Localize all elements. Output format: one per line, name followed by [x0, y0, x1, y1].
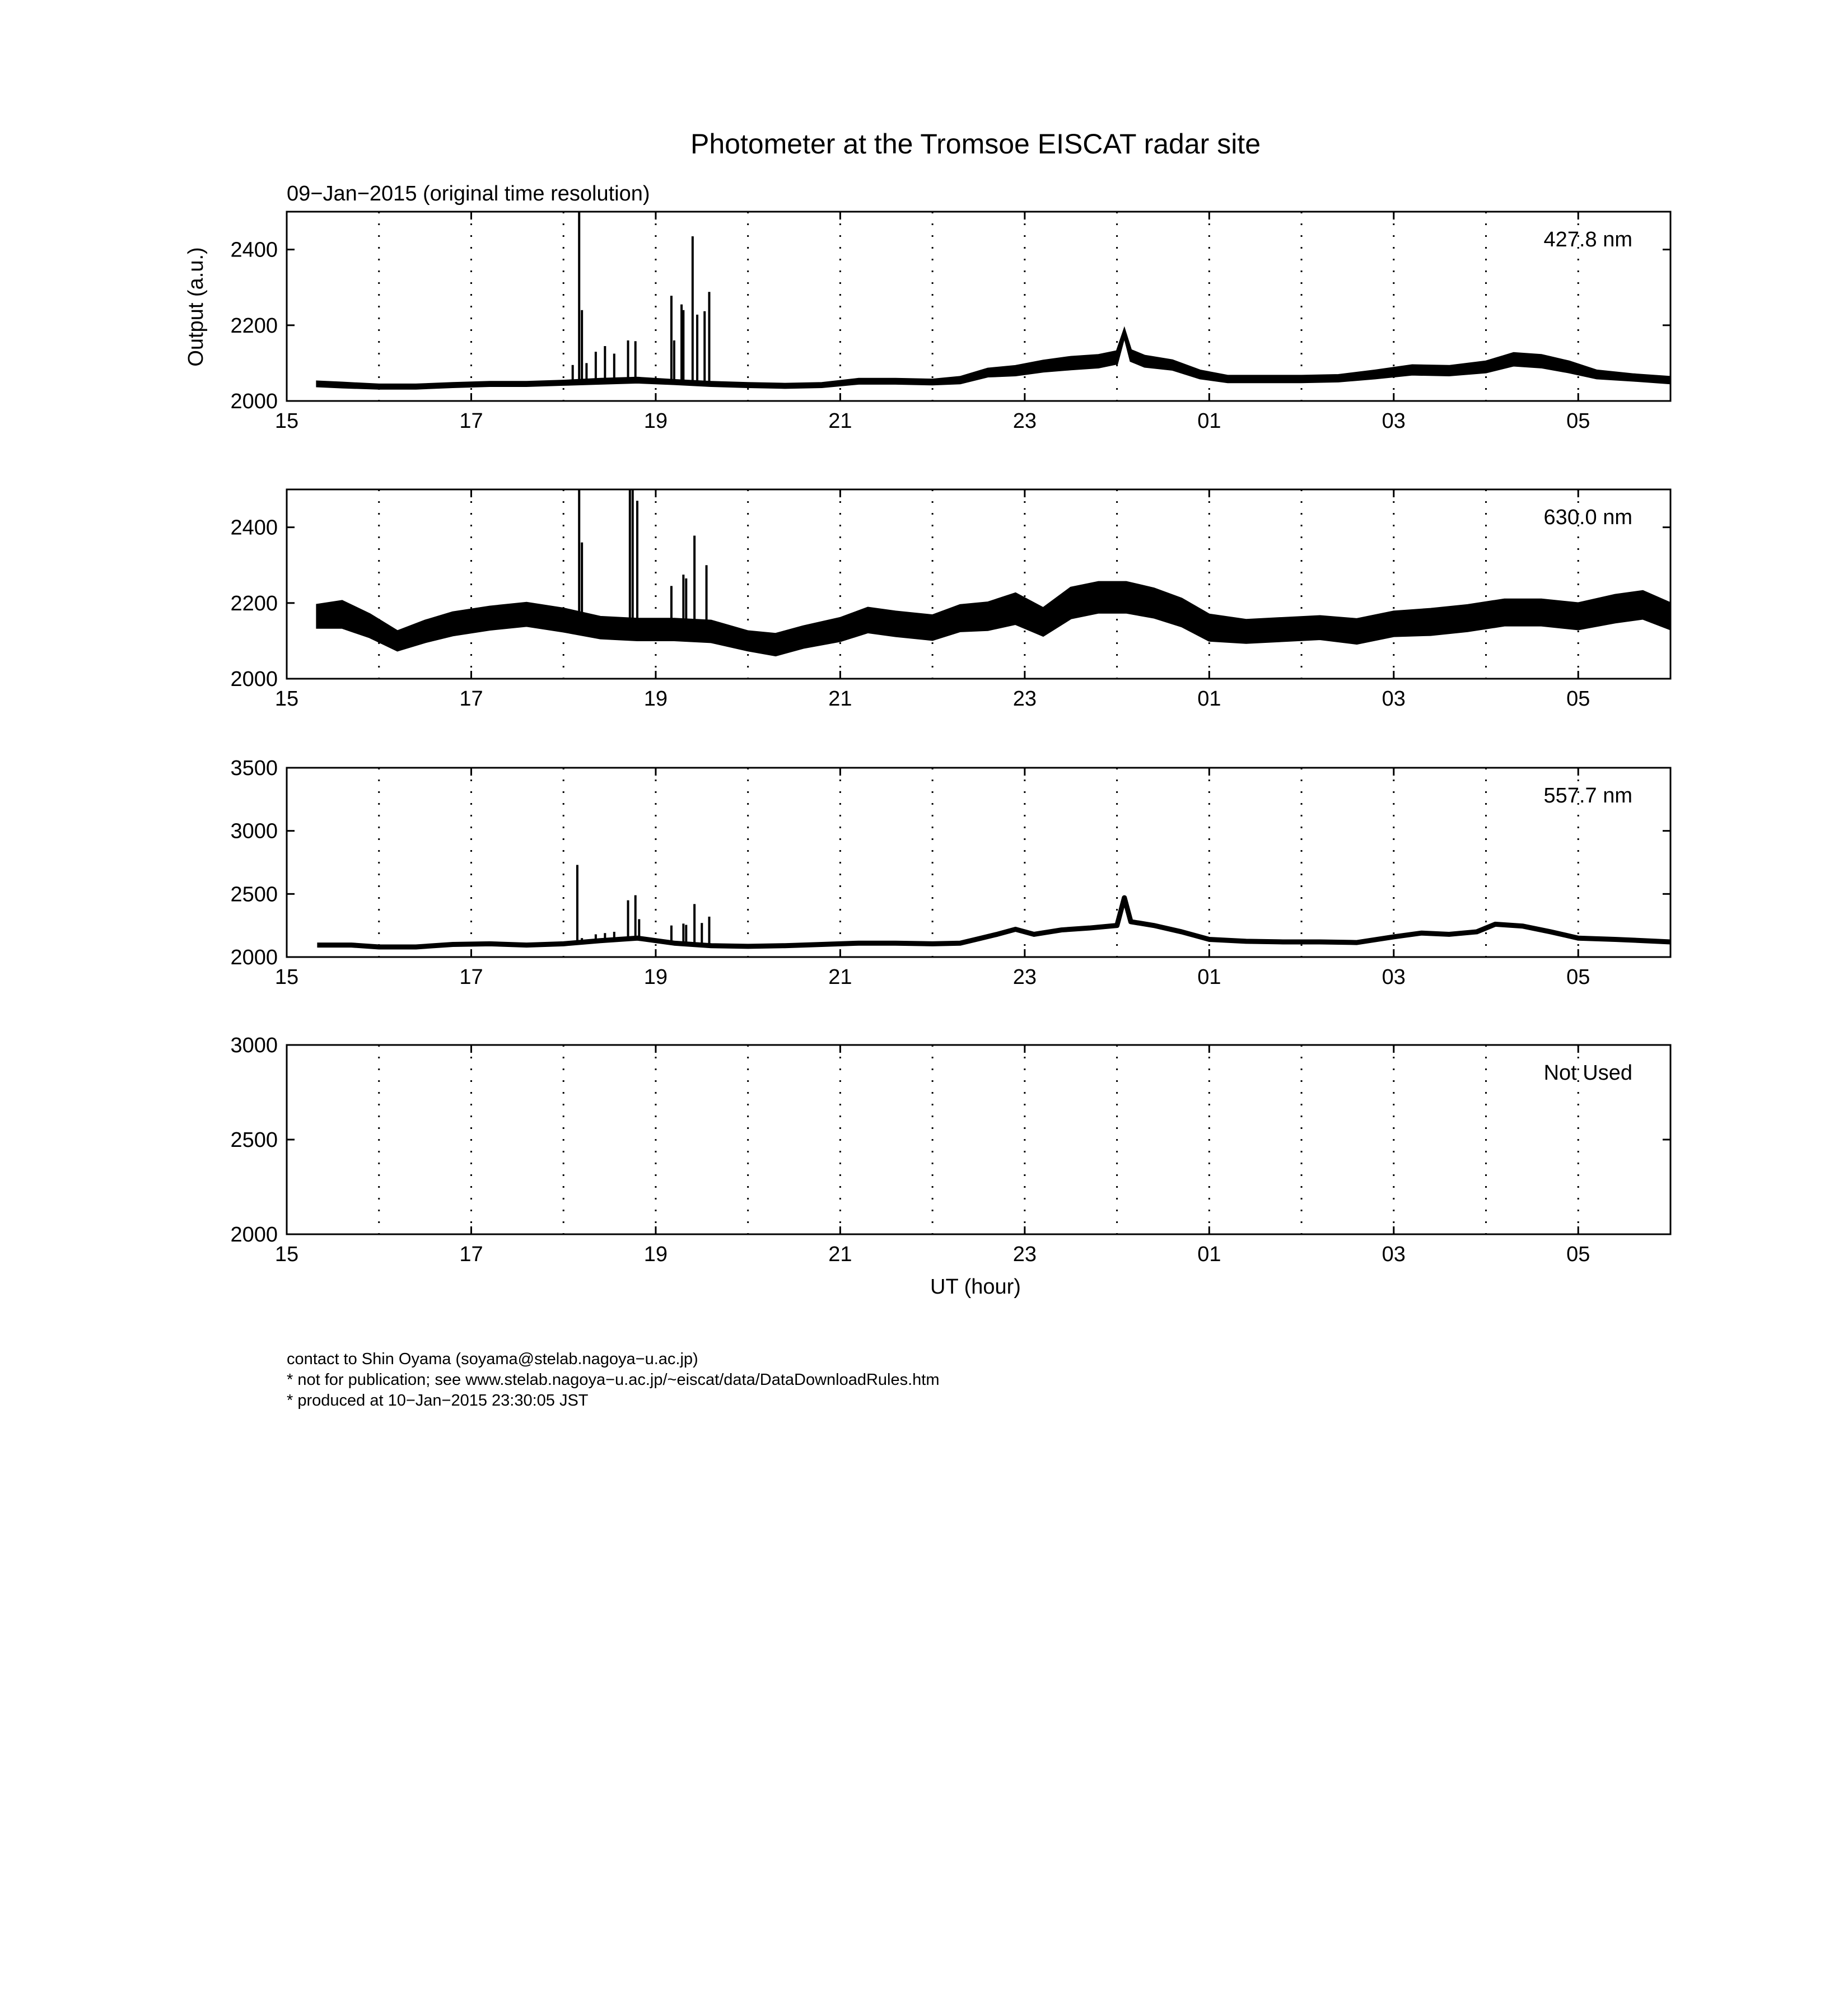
x-tick-label: 23 [1012, 409, 1037, 433]
x-tick-label: 05 [1566, 687, 1590, 711]
x-tick-label: 15 [274, 687, 299, 711]
x-axis-label: UT (hour) [930, 1275, 1021, 1299]
panel-1 [230, 212, 1670, 433]
x-tick-label: 19 [643, 1243, 668, 1266]
x-tick-label: 17 [459, 965, 483, 989]
x-tick-label: 19 [643, 965, 668, 989]
x-tick-label: 17 [459, 409, 483, 433]
y-tick-label: 2000 [230, 668, 278, 691]
series-line [317, 898, 1670, 947]
x-tick-label: 01 [1197, 965, 1221, 989]
y-tick-label: 3000 [230, 819, 278, 843]
x-tick-label: 05 [1566, 409, 1590, 433]
panel-label: Not Used [1543, 1061, 1632, 1085]
y-tick-label: 2400 [230, 516, 278, 540]
plot-frame [287, 489, 1670, 679]
x-tick-label: 15 [274, 409, 299, 433]
x-tick-label: 23 [1012, 1243, 1037, 1266]
y-tick-label: 2000 [230, 1223, 278, 1247]
y-tick-label: 2000 [230, 390, 278, 413]
x-tick-label: 03 [1382, 1243, 1406, 1266]
data-group [317, 865, 1670, 947]
x-tick-label: 17 [459, 687, 483, 711]
panel-4 [230, 1034, 1670, 1266]
y-tick-label: 2400 [230, 238, 278, 262]
x-tick-label: 05 [1566, 1243, 1590, 1266]
x-tick-label: 03 [1382, 409, 1406, 433]
footer-contact: contact to Shin Oyama (soyama@stelab.nagoya−u.ac.jp) [287, 1350, 698, 1368]
figure-title: Photometer at the Tromsoe EISCAT radar site [690, 128, 1261, 160]
panel-2 [230, 489, 1670, 711]
x-tick-label: 01 [1197, 1243, 1221, 1266]
panel-3 [230, 757, 1670, 989]
plot-frame [287, 768, 1670, 957]
footer-rules: * not for publication; see www.stelab.nagoya−u.ac.jp/~eiscat/data/DataDownloadRules.htm [287, 1371, 940, 1389]
x-tick-label: 19 [643, 409, 668, 433]
y-tick-label: 2000 [230, 946, 278, 969]
x-tick-label: 21 [828, 687, 852, 711]
panel-label: 427.8 nm [1543, 228, 1632, 251]
x-tick-label: 21 [828, 1243, 852, 1266]
y-tick-label: 2500 [230, 883, 278, 907]
x-tick-label: 03 [1382, 965, 1406, 989]
plot-frame [287, 1045, 1670, 1234]
y-tick-label: 3000 [230, 1034, 278, 1057]
panel-label: 630.0 nm [1543, 506, 1632, 529]
y-tick-label: 2500 [230, 1128, 278, 1152]
y-axis-label: Output (a.u.) [184, 247, 208, 367]
panel-label: 557.7 nm [1543, 784, 1632, 808]
x-tick-label: 05 [1566, 965, 1590, 989]
x-tick-label: 21 [828, 409, 852, 433]
data-group [317, 212, 1670, 389]
figure-subtitle: 09−Jan−2015 (original time resolution) [287, 182, 650, 206]
series-band [317, 330, 1670, 389]
x-tick-label: 03 [1382, 687, 1406, 711]
x-tick-label: 15 [274, 965, 299, 989]
x-tick-label: 21 [828, 965, 852, 989]
x-tick-label: 23 [1012, 965, 1037, 989]
data-group [317, 489, 1670, 655]
x-tick-label: 01 [1197, 687, 1221, 711]
x-tick-label: 23 [1012, 687, 1037, 711]
y-tick-label: 3500 [230, 757, 278, 780]
x-tick-label: 19 [643, 687, 668, 711]
y-tick-label: 2200 [230, 314, 278, 338]
y-tick-label: 2200 [230, 591, 278, 615]
footer-produced: * produced at 10−Jan−2015 23:30:05 JST [287, 1392, 589, 1410]
x-tick-label: 15 [274, 1243, 299, 1266]
series-line [317, 333, 1670, 386]
x-tick-label: 01 [1197, 409, 1221, 433]
x-tick-label: 17 [459, 1243, 483, 1266]
